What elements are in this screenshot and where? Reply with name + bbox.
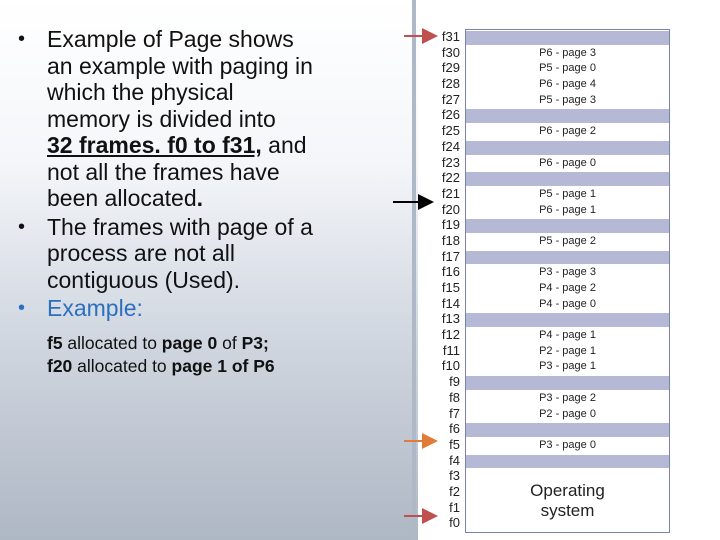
frame-cell: P4 - page 2 [466,281,669,297]
frame-cell: P5 - page 2 [466,234,669,250]
bullet-line: Example of Page shows [47,26,294,52]
frame-cell: P5 - page 3 [466,93,669,109]
frame-cell: P2 - page 1 [466,344,669,360]
frame-label: f7 [449,405,460,421]
frame-label: f10 [441,358,460,374]
frame-label: f5 [449,436,460,452]
frame-label: f27 [441,91,460,107]
bullet-dot: • [18,297,26,319]
bullet-line: an example with paging in [47,52,313,79]
bullet-line: memory is divided into [47,105,276,132]
frame-label: f11 [442,342,460,358]
frame-label: f26 [441,107,460,123]
frame-cell: P6 - page 0 [466,156,669,172]
frame-cell: P5 - page 1 [466,187,669,203]
frame-label: f1 [449,499,460,515]
frame-label: f2 [449,483,460,499]
frame-label: f12 [441,327,460,343]
frame-label: f25 [441,123,460,139]
frame-cell: P6 - page 4 [466,77,669,93]
example-frame: f5 [47,332,63,353]
example-process: P3; [241,332,269,353]
frame-label: f0 [449,515,460,531]
frame-cell: P4 - page 1 [466,328,669,344]
frame-label: f3 [449,468,460,484]
frame-cell: P6 - page 1 [466,203,669,219]
example-text: of [217,332,242,353]
frame-label: f17 [441,248,460,264]
os-label-line-2: system [540,500,595,520]
frame-label: f16 [441,264,460,280]
frame-cell: P5 - page 0 [466,61,669,77]
os-label-line-1: Operating [530,480,605,500]
frame-cell: P3 - page 1 [466,359,669,375]
bullet-line: The frames with page of a [47,213,313,240]
frame-cell: P2 - page 0 [466,407,669,423]
bullet-text: Example: [47,295,143,321]
frame-label: f28 [441,76,460,92]
bullet-text-fragment: . [196,185,204,211]
frame-cell: P6 - page 2 [466,124,669,140]
frame-label: f18 [441,232,460,248]
frame-cell: P3 - page 2 [466,391,669,407]
frame-label: f4 [449,452,460,468]
bullet-line: not all the frames have [47,158,280,185]
frame-cell: P4 - page 0 [466,297,669,313]
frame-label: f19 [441,217,460,233]
bullet-text-fragment: and [261,132,307,158]
frame-label: f13 [441,311,460,327]
frame-label: f14 [441,295,460,311]
bullet-line: which the physical [47,79,234,105]
frame-label: f22 [441,170,460,186]
example-text: allocated to [72,355,172,376]
slide-number: 32 [42,508,54,519]
bullet-line: contiguous (Used). [47,266,241,293]
frame-label: f20 [441,201,460,217]
frame-label: f31 [441,29,460,44]
frame-label: f29 [441,60,460,76]
example-page: page 0 [161,332,218,353]
bullet-dot: • [18,28,26,50]
frame-cell: P3 - page 3 [466,265,669,281]
frames-range-text: 32 frames. f0 to f31, [47,132,262,158]
frame-label: f21 [441,185,460,201]
frame-label: f9 [449,374,460,390]
frame-label: f23 [441,154,460,170]
bullet-text-fragment: been allocated [47,185,197,211]
frame-label: f24 [441,138,460,154]
bullet-line: process are not all [47,240,235,266]
example-frame: f20 [47,355,73,376]
frame-label: f15 [441,280,460,295]
example-page: page 1 of P6 [171,355,275,376]
bullet-dot: • [18,215,26,238]
frame-label: f8 [449,389,460,405]
frame-cell: P3 - page 0 [466,438,669,454]
example-text: allocated to [62,332,162,353]
frame-label: f6 [449,421,460,437]
frame-label: f30 [441,44,460,60]
frame-cell: P6 - page 3 [466,46,669,62]
